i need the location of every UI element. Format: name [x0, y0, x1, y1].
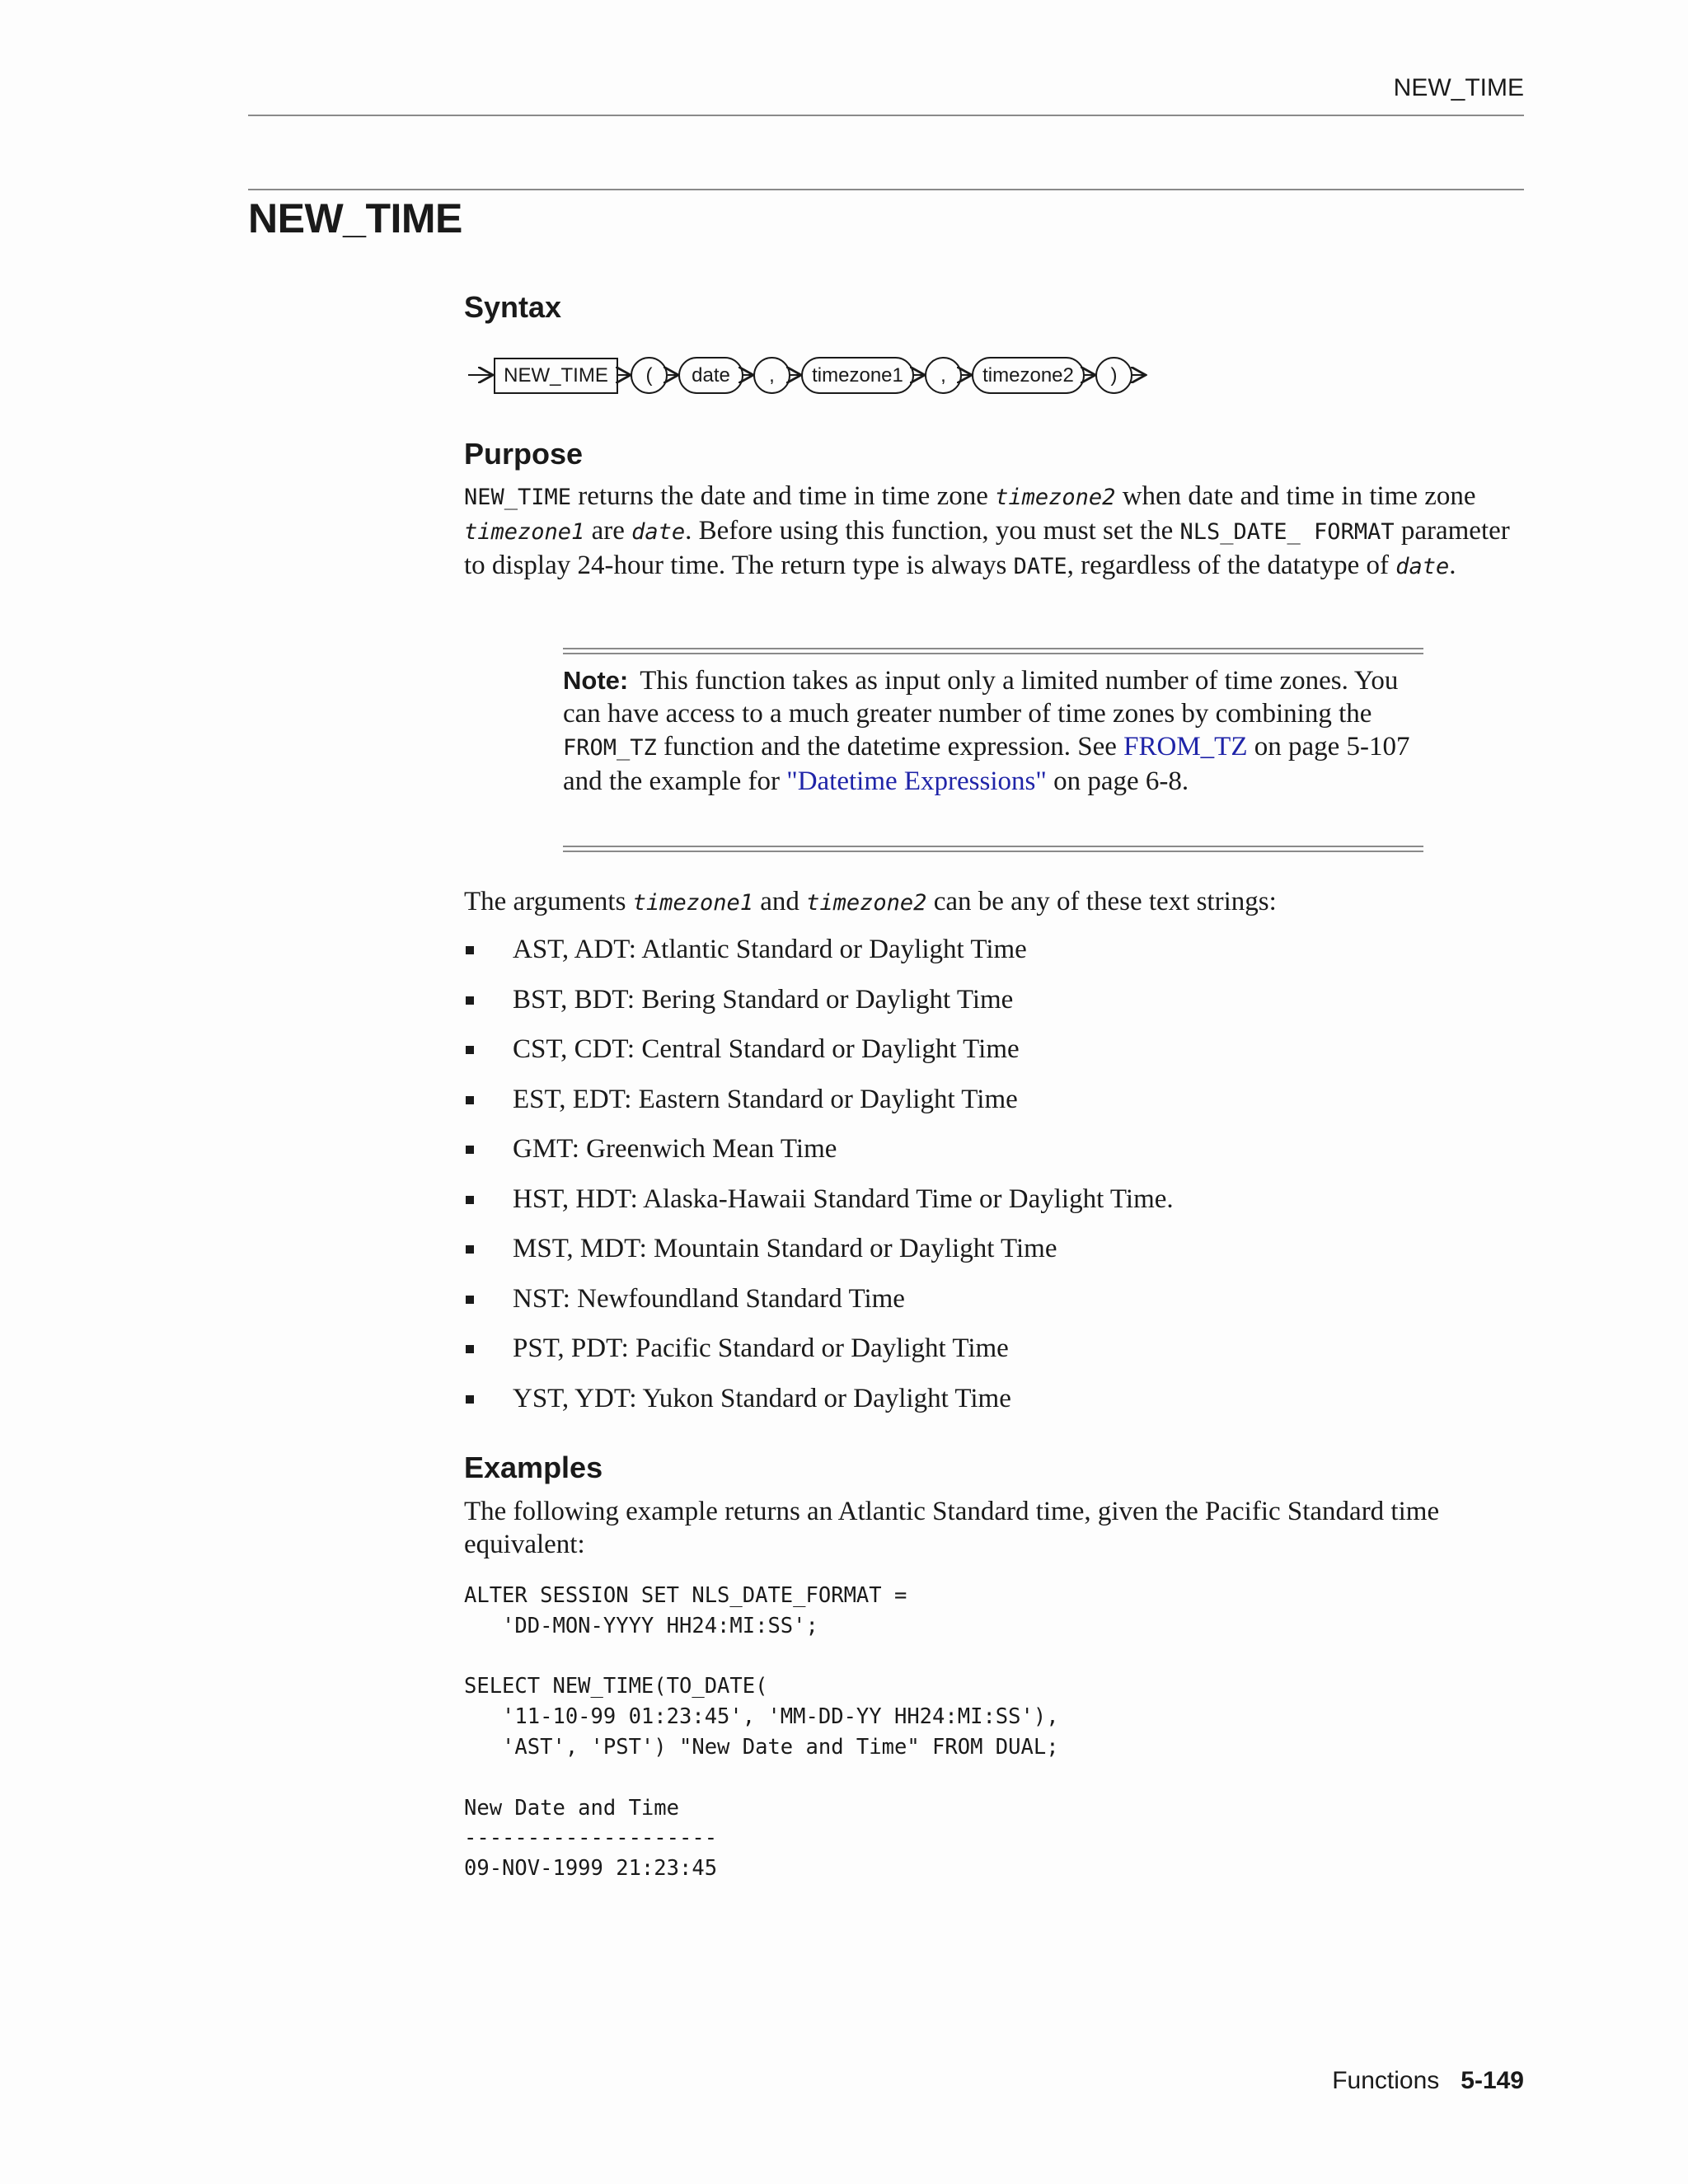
arguments-paragraph: The arguments timezone1 and timezone2 can be any of these text strings: — [464, 887, 1277, 916]
syntax-arg-timezone2: timezone2 — [982, 364, 1074, 387]
examples-intro: The following example returns an Atlantic Standard time, given the Pacific Standard time equivalent: — [464, 1497, 1440, 1559]
header-rule — [248, 115, 1524, 116]
code-timezone2: timezone2 — [806, 890, 927, 916]
note-top-rule — [563, 648, 1423, 654]
list-item: NST: Newfoundland Standard Time — [464, 1282, 1174, 1333]
list-item: AST, ADT: Atlantic Standard or Daylight Time — [464, 933, 1174, 983]
code-from-tz: FROM_TZ — [563, 735, 657, 761]
code-new-time: NEW_TIME — [464, 485, 572, 510]
syntax-comma: , — [940, 364, 946, 387]
bullet-icon — [466, 946, 474, 954]
list-item: YST, YDT: Yukon Standard or Daylight Time — [464, 1382, 1174, 1432]
purpose-paragraph: NEW_TIME returns the date and time in time zone timezone2 when date and time in time zone timezone1 are date. Before using this function, you must set the NLS_DATE_ FORMAT parameter to display 24-hour time. The return type is always DATE, regardless of the datatype of date. — [464, 481, 1510, 580]
code-timezone2: timezone2 — [995, 485, 1116, 510]
link-datetime-expressions[interactable]: "Datetime Expressions" — [786, 766, 1047, 796]
code-timezone1: timezone1 — [632, 890, 753, 916]
running-header: NEW_TIME — [1393, 74, 1524, 101]
bullet-icon — [466, 1096, 474, 1104]
footer-section: Functions — [1332, 2067, 1440, 2094]
syntax-arg-date: date — [692, 364, 730, 387]
syntax-comma: , — [769, 364, 775, 387]
link-from-tz[interactable]: FROM_TZ — [1123, 732, 1248, 762]
timezone-list — [464, 933, 1174, 1432]
note-text: Note: This function takes as input only a limited number of time zones. You can have access to a much greater number of time zones by combining the FROM_TZ function and the datetime expression. See FROM_TZ on page 5-107 and the example for "Datetime Expressions" on page 6-8. — [563, 666, 1410, 796]
syntax-open-paren: ( — [645, 364, 653, 387]
examples-heading: Examples — [464, 1451, 603, 1484]
code-timezone1: timezone1 — [464, 519, 585, 545]
syntax-diagram — [466, 346, 1158, 404]
code-example: ALTER SESSION SET NLS_DATE_FORMAT = 'DD-MON-YYYY HH24:MI:SS'; SELECT NEW_TIME(TO_DATE( '11-10-99 01:23:45', 'MM-DD-YY HH24:MI:SS'), 'AST', 'PST') "New Date and Time" FROM DUAL; New Date and Time -------------------- 09-NOV-1999 21:23:45 — [464, 1583, 1059, 1882]
bullet-icon — [466, 1196, 474, 1204]
note-label: Note: — [563, 666, 629, 695]
note-bottom-rule — [563, 846, 1423, 852]
code-date-type: DATE — [1013, 554, 1067, 579]
list-item: GMT: Greenwich Mean Time — [464, 1132, 1174, 1183]
page-title: NEW_TIME — [248, 195, 462, 241]
syntax-keyword: NEW_TIME — [504, 364, 608, 387]
bullet-icon — [466, 996, 474, 1005]
bullet-icon — [466, 1146, 474, 1154]
note-box — [563, 648, 1423, 852]
list-item: CST, CDT: Central Standard or Daylight Time — [464, 1033, 1174, 1083]
syntax-heading: Syntax — [464, 290, 562, 324]
bullet-icon — [466, 1395, 474, 1404]
syntax-arg-timezone1: timezone1 — [812, 364, 903, 387]
code-date: date — [1395, 554, 1450, 579]
list-item: MST, MDT: Mountain Standard or Daylight Time — [464, 1232, 1174, 1282]
syntax-close-paren: ) — [1110, 364, 1118, 387]
bullet-icon — [466, 1245, 474, 1254]
bullet-icon — [466, 1046, 474, 1054]
list-item: BST, BDT: Bering Standard or Daylight Time — [464, 983, 1174, 1033]
code-nls-date-format: NLS_DATE_ FORMAT — [1179, 519, 1395, 545]
list-item: PST, PDT: Pacific Standard or Daylight Time — [464, 1332, 1174, 1382]
page-footer — [1332, 2067, 1524, 2095]
purpose-heading: Purpose — [464, 437, 584, 471]
page-number: 5-149 — [1461, 2067, 1524, 2094]
bullet-icon — [466, 1345, 474, 1353]
title-rule — [248, 189, 1524, 190]
list-item: EST, EDT: Eastern Standard or Daylight Time — [464, 1083, 1174, 1133]
code-date: date — [631, 519, 686, 545]
bullet-icon — [466, 1296, 474, 1304]
list-item: HST, HDT: Alaska-Hawaii Standard Time or Daylight Time. — [464, 1183, 1174, 1233]
